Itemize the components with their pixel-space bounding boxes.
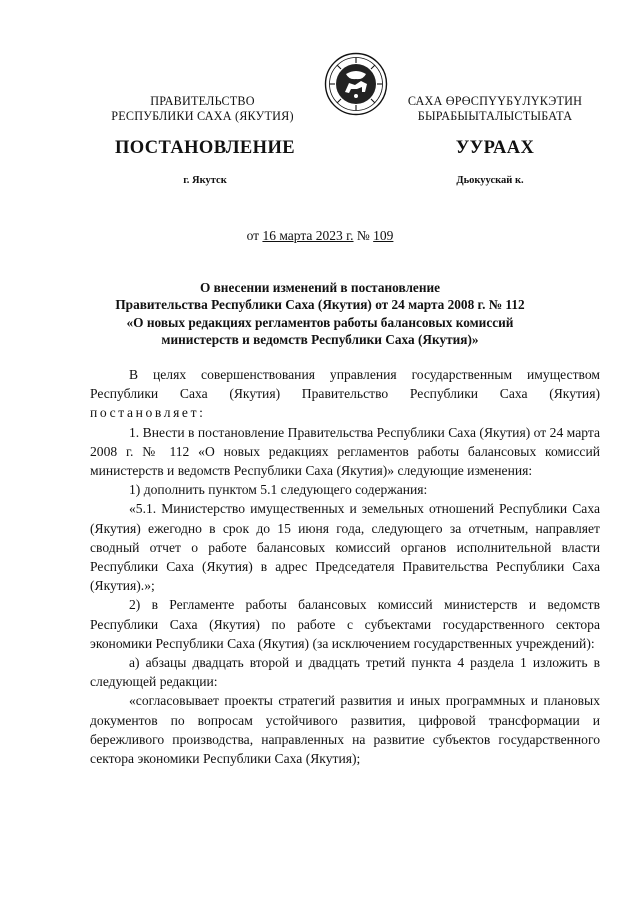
government-name-ru-line1: ПРАВИТЕЛЬСТВО	[150, 94, 255, 108]
city-yakut: Дьокуускай к.	[456, 175, 524, 186]
government-name-ru-line2: РЕСПУБЛИКИ САХА (ЯКУТИЯ)	[111, 109, 294, 123]
body-paragraph-1: 1. Внести в постановление Правительства Республики Саха (Якутия) от 24 марта 2008 г. № 112 «О новых редакциях регламентов работы балансовых комиссий министерств и ведомств Республики Саха (Якутия)» следующие изменения:	[90, 424, 600, 479]
government-name-sah-line1: САХА ӨРӨСПҮҮБҮЛҮКЭТИН	[407, 94, 583, 108]
document-date-number	[0, 228, 640, 244]
document-subject	[90, 279, 550, 349]
document-number: 109	[373, 228, 394, 243]
number-sign: №	[356, 228, 370, 243]
body-paragraph-5: а) абзацы двадцать второй и двадцать третий пункта 4 раздела 1 изложить в следующей редакции:	[90, 655, 600, 690]
subject-line4: министерств и ведомств Республики Саха (Якутия)»	[161, 332, 479, 348]
document-date: 16 марта 2023 г.	[262, 228, 354, 243]
sakha-republic-emblem-icon	[324, 52, 388, 116]
government-name-sah-line2: БЫРАБЫЫТАЛЫСТЫБАТА	[417, 109, 573, 123]
body-paragraph-6: «согласовывает проекты стратегий развития и иных программных и плановых документов по вопросам устойчивого развития, цифровой трансформации и бережливого производства, направленных на развитие субъектов государственного сектора экономики Республики Саха (Якутия);	[90, 693, 600, 767]
body-paragraph-3: «5.1. Министерство имущественных и земельных отношений Республики Саха (Якутия) ежегодно в срок до 15 июня года, следующего за отчетным, направляет сводный отчет о работе балансовых комиссий органов исполнительной власти Республики Саха (Якутия) в адрес Председателя Правительства Республики Саха (Якутия).»;	[90, 501, 600, 594]
government-name-russian	[100, 94, 305, 124]
intro-text: В целях совершенствования управления государственным имуществом Республики Саха (Якутия) Правительство Республики Саха (Якутия)	[90, 367, 600, 402]
body-paragraph-4: 2) в Регламенте работы балансовых комиссий министерств и ведомств Республики Саха (Якутия) по работе с субъектами государственного сектора экономики Республики Саха (Якутия) (за исключением государственных учреждений):	[90, 597, 600, 651]
body-intro	[90, 365, 600, 423]
date-prefix: от	[246, 228, 260, 243]
government-name-yakut	[390, 94, 600, 124]
document-body	[90, 365, 600, 768]
document-type-russian: ПОСТАНОВЛЕНИЕ	[114, 138, 295, 158]
subject-line3: «О новых редакциях регламентов работы балансовых комиссий	[126, 314, 514, 330]
document-type-yakut: УУРААХ	[455, 138, 535, 158]
subject-line2: Правительства Республики Саха (Якутия) от 24 марта 2008 г. № 112	[115, 297, 525, 313]
decree-word: постановляет:	[90, 405, 206, 421]
body-paragraph-2: 1) дополнить пунктом 5.1 следующего содержания:	[129, 482, 428, 498]
subject-line1: О внесении изменений в постановление	[199, 280, 441, 295]
city-russian: г. Якутск	[183, 175, 227, 186]
